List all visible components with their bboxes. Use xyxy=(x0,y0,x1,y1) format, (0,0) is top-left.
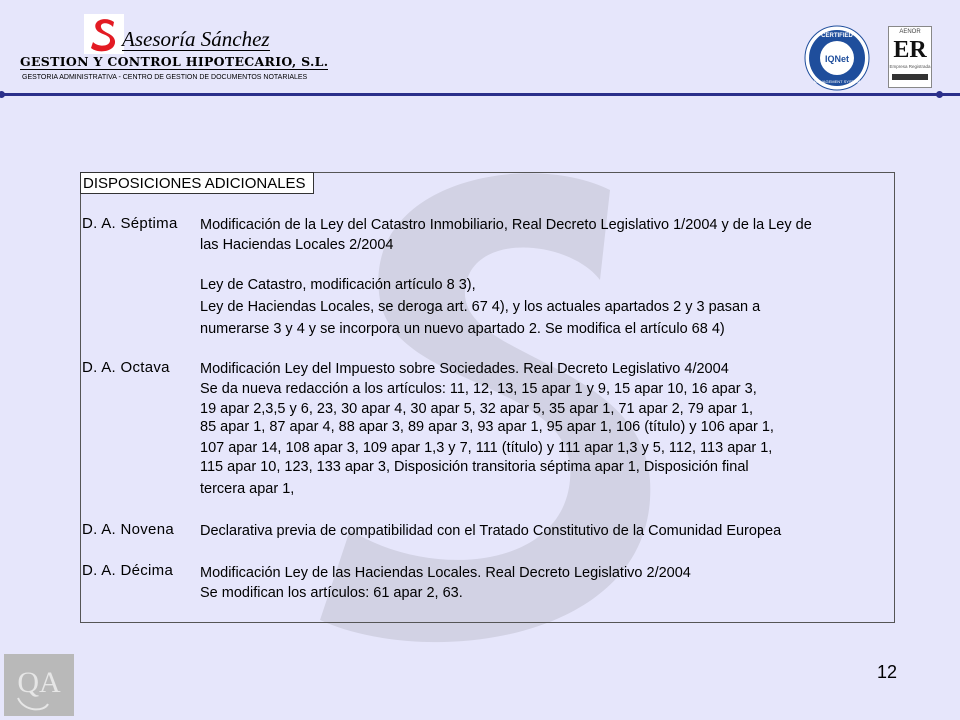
entry-line: Se modifican los artículos: 61 apar 2, 63. xyxy=(200,585,463,601)
iqnet-ring-top: CERTIFIED xyxy=(821,33,853,39)
entry-line: 115 apar 10, 123, 133 apar 3, Disposición transitoria séptima apar 1, Disposición final xyxy=(200,459,749,475)
entry-line: Ley de Catastro, modificación artículo 8 3), xyxy=(200,277,476,293)
entry-line: Modificación Ley de las Haciendas Locales. Real Decreto Legislativo 2/2004 xyxy=(200,565,691,581)
aenor-top-text: AENOR xyxy=(899,29,921,35)
entry-line: Declarativa previa de compatibilidad con el Tratado Constitutivo de la Comunidad Europea xyxy=(200,523,782,539)
s-logo-icon xyxy=(84,14,124,54)
iqnet-center-text: IQNet xyxy=(824,54,850,64)
entry-line: Ley de Haciendas Locales, se deroga art. 67 4), y los actuales apartados 2 y 3 pasan a xyxy=(200,299,761,315)
company-tagline: GESTORIA ADMINISTRATIVA - CENTRO DE GESTION DE DOCUMENTOS NOTARIALES xyxy=(22,74,308,81)
entry-line: Modificación de la Ley del Catastro Inmobiliario, Real Decreto Legislativo 1/2004 y de la Ley de xyxy=(200,217,812,233)
entry-label: D. A. Octava xyxy=(82,359,170,376)
iqnet-ring-bottom: MANAGEMENT SYSTEM xyxy=(813,79,861,84)
header-divider-end-dot xyxy=(936,91,943,98)
entry-line: las Haciendas Locales 2/2004 xyxy=(200,237,394,253)
iqnet-certified-seal-icon xyxy=(804,25,870,91)
entry-line: tercera apar 1, xyxy=(200,481,295,497)
aenor-er-certification-icon xyxy=(888,26,932,88)
panel-title: DISPOSICIONES ADICIONALES xyxy=(80,172,314,194)
slide-header xyxy=(0,0,960,100)
page-number: 12 xyxy=(877,662,898,682)
entry-label: D. A. Novena xyxy=(82,521,174,538)
qa-logo-text: QA xyxy=(17,666,61,699)
entry-line: 19 apar 2,3,5 y 6, 23, 30 apar 4, 30 apar 5, 32 apar 5, 35 apar 1, 71 apar 2, 79 apar 1, xyxy=(200,401,754,417)
qa-quality-logo-icon xyxy=(4,654,74,716)
company-name: GESTION Y CONTROL HIPOTECARIO, S.L. xyxy=(20,54,329,69)
header-divider xyxy=(0,93,960,96)
entry-line: Modificación Ley del Impuesto sobre Sociedades. Real Decreto Legislativo 4/2004 xyxy=(200,361,729,377)
aenor-mark: ER xyxy=(893,37,927,63)
entry-line: Se da nueva redacción a los artículos: 11, 12, 13, 15 apar 1 y 9, 15 apar 10, 16 apar 3, xyxy=(200,381,757,397)
entry-line: numerarse 3 y 4 y se incorpora un nuevo apartado 2. Se modifica el artículo 68 4) xyxy=(200,321,725,337)
disposiciones-panel xyxy=(80,172,895,623)
aenor-code-bar xyxy=(892,74,928,80)
entry-line: 85 apar 1, 87 apar 4, 88 apar 3, 89 apar 3, 93 apar 1, 95 apar 1, 106 (título) y 106 apar 1, xyxy=(200,419,774,435)
entry-label: D. A. Décima xyxy=(82,562,174,579)
header-divider-end-dot xyxy=(0,91,5,98)
entry-label: D. A. Séptima xyxy=(82,215,178,232)
entry-line: 107 apar 14, 108 apar 3, 109 apar 1,3 y 7, 111 (título) y 111 apar 1,3 y 5, 112, 113 apar 1, xyxy=(200,440,773,456)
aenor-caption: Empresa Registrada xyxy=(889,64,931,69)
brand-name: Asesoría Sánchez xyxy=(122,27,270,51)
